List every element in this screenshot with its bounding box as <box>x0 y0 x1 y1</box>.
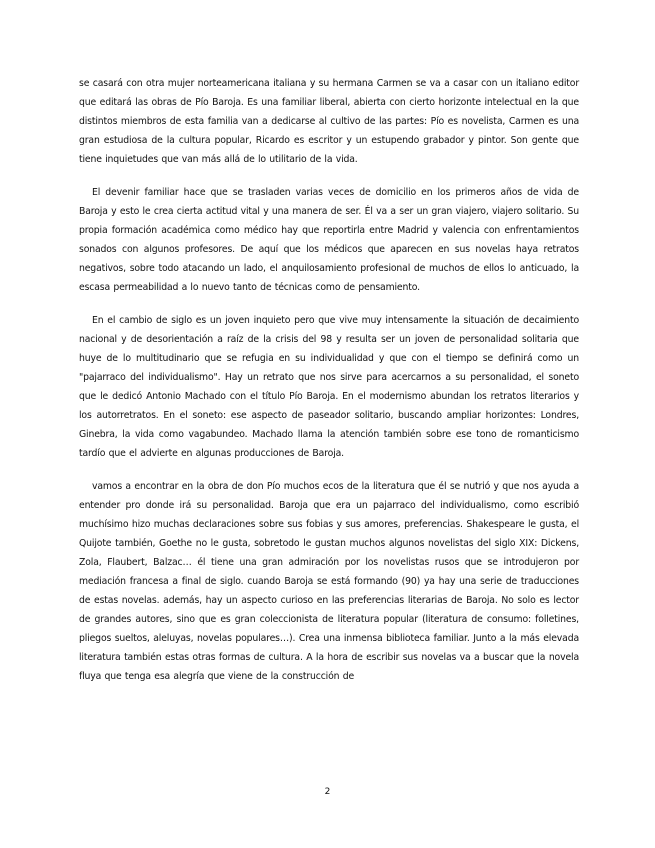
body-text <box>79 74 579 700</box>
paragraph: El devenir familiar hace que se trasladen varias veces de domicilio en los primeros años de vida de Baroja y esto le crea cierta actitud vital y una manera de ser. Él va a ser un gran viajero, viajero solitario. Su propia formación académica como médico hay que reportirla entre Madrid y valencia con enfrentamientos sonados con algunos profesores. De aquí que los médicos que aparecen en sus novelas haya retratos negativos, sobre todo atacando un lado, el anquilosamiento profesional de muchos de ellos lo anticuado, la escasa permeabilidad a lo nuevo tanto de técnicas como de pensamiento. <box>79 187 579 293</box>
paragraph: vamos a encontrar en la obra de don Pío muchos ecos de la literatura que él se nutrió y que nos ayuda a entender pro donde irá su personalidad. Baroja que era un pajarraco del individualismo, como escribió muchísimo hizo muchas declaraciones sobre sus fobias y sus amores, preferencias. Shakespeare le gusta, el Quijote también, Goethe no le gusta, sobretodo le gustan muchos algunos novelistas del siglo XIX: Dickens, Zola, Flaubert, Balzac… él tiene una gran admiración por los novelistas rusos que se introdujeron por mediación francesa a final de siglo. cuando Baroja se está formando (90) ya hay una serie de traducciones de estas novelas. además, hay un aspecto curioso en las preferencias literarias de Baroja. No solo es lector de grandes autores, sino que es gran coleccionista de literatura popular (literatura de consumo: folletines, pliegos sueltos, aleluyas, novelas populares…). Crea una inmensa biblioteca familiar. Junto a la más elevada literatura también estas otras formas de cultura. A la hora de escribir sus novelas va a buscar que la novela fluya que tenga esa alegría que viene de la construcción de <box>79 481 579 682</box>
paragraph: En el cambio de siglo es un joven inquieto pero que vive muy intensamente la situación de decaimiento nacional y de desorientación a raíz de la crisis del 98 y resulta ser un joven de personalidad solitaria que huye de lo multitudinario que se refugia en su individualidad y que con el tiempo se definirá como un "pajarraco del individualismo". Hay un retrato que nos sirve para acercarnos a su personalidad, el soneto que le dedicó Antonio Machado con el título Pío Baroja. En el modernismo abundan los retratos literarios y los autorretratos. En el soneto: ese aspecto de paseador solitario, buscando ampliar horizontes: Londres, Ginebra, la vida como vagabundeo. Machado llama la atención también sobre ese tono de romanticismo tardío que el advierte en algunas producciones de Baroja. <box>79 315 579 459</box>
page-number: 2 <box>324 787 331 797</box>
paragraph: se casará con otra mujer norteamericana italiana y su hermana Carmen se va a casar con un italiano editor que editará las obras de Pío Baroja. Es una familiar liberal, abierta con cierto horizonte intelectual en la que distintos miembros de esta familia van a dedicarse al cultivo de las partes: Pío es novelista, Carmen es una gran estudiosa de la cultura popular, Ricardo es escritor y un estupendo grabador y pintor. Son gente que tiene inquietudes que van más allá de lo utilitario de la vida. <box>79 78 579 165</box>
